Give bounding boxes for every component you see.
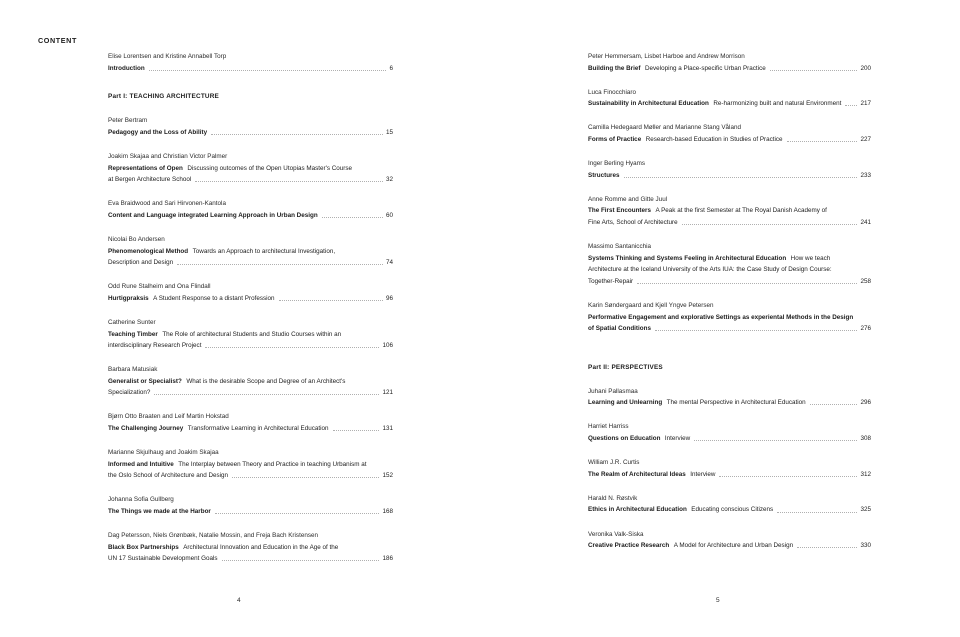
entry-authors: Eva Braidwood and Sari Hirvonen-Kantola	[108, 200, 226, 208]
entry-authors: Massimo Santanicchia	[588, 243, 651, 251]
entry-authors: William J.R. Curtis	[588, 459, 640, 467]
dotted-leader	[177, 264, 383, 265]
entry-title-line	[588, 63, 871, 75]
entry-title-line	[108, 376, 393, 388]
subtitle-text: A Peak at the first Semester at The Royal Danish Academy of	[655, 207, 827, 215]
entry-title-line	[588, 323, 871, 335]
entry-authors: Bjørn Otto Braaten and Leif Martin Hokstad	[108, 413, 229, 421]
subtitle-text: A Student Response to a distant Profession	[153, 294, 275, 302]
entry-page-number: 200	[860, 64, 871, 72]
dotted-leader	[232, 477, 379, 478]
subtitle-text: Specialization?	[108, 389, 151, 397]
entry-authors: Luca Finocchiaro	[588, 88, 636, 96]
entry-page-number: 131	[382, 425, 393, 433]
subtitle-text: the Oslo School of Architecture and Design	[108, 472, 229, 480]
entry-title-line	[108, 257, 393, 269]
entry-title-line	[108, 210, 393, 222]
subtitle-text: The Interplay between Theory and Practice in teaching Urbanism at	[178, 460, 367, 468]
entry-page-number: 325	[860, 506, 871, 514]
entry-authors: Marianne Skjulhaug and Joakim Skajaa	[108, 449, 219, 457]
entry-title-line	[588, 205, 871, 217]
entry-title-line	[108, 506, 393, 518]
toc-entry	[108, 151, 393, 186]
entry-page-number: 308	[860, 435, 871, 443]
toc-entry	[108, 494, 393, 517]
dotted-leader	[279, 300, 383, 301]
entry-page-number: 233	[860, 171, 871, 179]
subtitle-text: Interview	[690, 470, 716, 478]
entry-title-line	[108, 470, 393, 482]
dotted-leader	[797, 547, 857, 548]
title-text: Sustainability in Architectural Education	[588, 100, 709, 108]
title-text: Forms of Practice	[588, 135, 642, 143]
page-number-left: 4	[237, 597, 241, 604]
toc-entry	[108, 234, 393, 269]
entry-authors: Joakim Skajaa and Christian Victor Palmer	[108, 152, 228, 160]
toc-entry	[588, 241, 871, 287]
entry-title-line	[108, 340, 393, 352]
toc-entry	[108, 198, 393, 221]
entry-page-number: 217	[860, 100, 871, 108]
entry-page-number: 15	[385, 128, 393, 136]
entry-title-line	[108, 127, 393, 139]
dotted-leader	[211, 134, 383, 135]
subtitle-text: Developing a Place-specific Urban Practice	[644, 64, 766, 72]
dotted-leader	[845, 105, 857, 106]
subtitle-text: The Role of architectural Students and Studio Courses within an	[162, 330, 342, 338]
toc-entry	[588, 421, 871, 444]
entry-page-number: 330	[860, 542, 871, 550]
entry-title-line	[588, 433, 871, 445]
entry-authors: Anne Romme and Gitte Juul	[588, 195, 668, 203]
toc-entry	[588, 122, 871, 145]
subtitle-text: at Bergen Architecture School	[108, 176, 192, 184]
dotted-leader	[222, 560, 380, 561]
entry-authors: Odd Rune Stalheim and Ona Flindall	[108, 283, 211, 291]
entry-title-line	[108, 174, 393, 186]
title-text: Learning and Unlearning	[588, 399, 663, 407]
entry-title-line	[588, 504, 871, 516]
title-text: Phenomenological Method	[108, 247, 189, 255]
toc-entry	[588, 529, 871, 552]
subtitle-text: The mental Perspective in Architectural Education	[666, 399, 806, 407]
entry-page-number: 276	[860, 325, 871, 333]
entry-authors: Harald N. Røstvik	[588, 494, 638, 502]
dotted-leader	[694, 440, 857, 441]
title-text: Generalist or Specialist?	[108, 377, 182, 385]
subtitle-text: Towards an Approach to architectural Investigation,	[192, 247, 336, 255]
toc-entry	[108, 317, 393, 352]
toc-entry	[108, 51, 393, 74]
title-text: Ethics in Architectural Education	[588, 506, 687, 514]
entry-title-line	[108, 459, 393, 471]
entry-page-number: 152	[382, 472, 393, 480]
subtitle-text: A Model for Architecture and Urban Design	[673, 542, 794, 550]
subtitle-text: Together-Repair	[588, 277, 634, 285]
toc-entry	[588, 51, 871, 74]
title-text: Systems Thinking and Systems Feeling in Architectural Education	[588, 254, 787, 262]
subtitle-text: Transformative Learning in Architectural Education	[187, 425, 329, 433]
subtitle-text: Discussing outcomes of the Open Utopias Master's Course	[187, 164, 353, 172]
entry-title-line	[588, 170, 871, 182]
title-text: Pedagogy and the Loss of Ability	[108, 128, 208, 136]
dotted-leader	[333, 430, 380, 431]
entry-page-number: 186	[382, 555, 393, 563]
dotted-leader	[149, 70, 387, 71]
toc-left-page-column	[108, 51, 393, 577]
title-text: Creative Practice Research	[588, 542, 670, 550]
title-text: The Challenging Journey	[108, 425, 184, 433]
title-text: The Things we made at the Harbor	[108, 508, 211, 516]
entry-authors: Veronika Valk-Siska	[588, 530, 644, 538]
title-text: Black Box Partnerships	[108, 543, 179, 551]
entry-authors: Nicolai Bo Andersen	[108, 235, 165, 243]
title-text: The First Encounters	[588, 207, 651, 215]
dotted-leader	[777, 512, 857, 513]
entry-authors: Elise Lorentsen and Kristine Annabell Torp	[108, 53, 227, 60]
page-number-right: 5	[716, 597, 720, 604]
toc-entry	[108, 411, 393, 434]
dotted-leader	[195, 181, 383, 182]
entry-title-line	[588, 312, 871, 324]
entry-title-line	[108, 163, 393, 175]
toc-entry	[588, 457, 871, 480]
entry-title-line	[108, 246, 393, 258]
entry-title-line	[588, 264, 871, 276]
toc-entry	[108, 447, 393, 482]
entry-title-line	[588, 540, 871, 552]
entry-authors: Peter Bertram	[108, 117, 148, 125]
part-heading: Part II: PERSPECTIVES	[588, 363, 663, 371]
entry-title-line	[588, 134, 871, 146]
subtitle-text: Research-based Education in Studies of Practice	[645, 135, 783, 143]
toc-entry	[588, 158, 871, 181]
dotted-leader	[322, 217, 383, 218]
title-text: Introduction	[108, 64, 145, 72]
entry-title-line	[108, 293, 393, 305]
title-text: Informed and Intuitive	[108, 460, 174, 468]
dotted-leader	[770, 70, 858, 71]
entry-title-line	[588, 217, 871, 229]
entry-page-number: 74	[385, 259, 393, 267]
entry-title-line	[588, 397, 871, 409]
entry-title-line	[108, 542, 393, 554]
dotted-leader	[215, 513, 380, 514]
entry-authors: Inger Berling Hyams	[588, 160, 646, 168]
dotted-leader	[810, 404, 858, 405]
toc-entry	[588, 493, 871, 516]
entry-authors: Camilla Hedegaard Møller and Marianne Stang Våland	[588, 124, 741, 132]
title-text: Content and Language integrated Learning Approach in Urban Design	[108, 211, 318, 219]
entry-authors: Harriet Harriss	[588, 423, 629, 431]
title-text: Building the Brief	[588, 64, 641, 72]
title-text: Hurtigpraksis	[108, 294, 149, 302]
subtitle-text: interdisciplinary Research Project	[108, 342, 202, 350]
part-heading: Part I: TEACHING ARCHITECTURE	[108, 93, 220, 101]
dotted-leader	[154, 394, 379, 395]
subtitle-text: Educating conscious Citizens	[691, 506, 774, 514]
toc-entry	[588, 386, 871, 409]
dotted-leader	[655, 330, 858, 331]
dotted-leader	[787, 141, 858, 142]
toc-entry	[108, 364, 393, 399]
toc-entry	[588, 300, 871, 335]
entry-authors: Juhani Pallasmaa	[588, 387, 638, 395]
entry-authors: Karin Søndergaard and Kjell Yngve Petersen	[588, 301, 714, 309]
subtitle-text: Fine Arts, School of Architecture	[588, 218, 678, 226]
dotted-leader	[682, 224, 858, 225]
dotted-leader	[205, 347, 379, 348]
entry-page-number: 6	[389, 64, 393, 72]
subtitle-text: What is the desirable Scope and Degree of an Architect's	[186, 377, 346, 385]
title-text: Structures	[588, 171, 620, 179]
entry-title-line	[108, 63, 393, 75]
dotted-leader	[624, 177, 858, 178]
entry-title-line	[588, 276, 871, 288]
entry-title-line	[588, 98, 871, 110]
title-text: of Spatial Conditions	[588, 325, 651, 333]
title-text: The Realm of Architectural Ideas	[588, 470, 686, 478]
entry-authors: Johanna Sofia Gullberg	[108, 496, 174, 504]
entry-authors: Barbara Matusiak	[108, 366, 158, 374]
title-text: Teaching Timber	[108, 330, 158, 338]
subtitle-text: UN 17 Sustainable Development Goals	[108, 555, 218, 563]
subtitle-text: How we teach	[790, 254, 831, 262]
entry-title-line	[108, 423, 393, 435]
entry-title-line	[588, 469, 871, 481]
toc-entry	[108, 530, 393, 565]
entry-title-line	[108, 387, 393, 399]
entry-authors: Peter Hemmersam, Lisbet Harboe and Andrew Morrison	[588, 53, 745, 60]
toc-entry	[108, 281, 393, 304]
entry-page-number: 106	[382, 342, 393, 350]
entry-page-number: 296	[860, 399, 871, 407]
entry-page-number: 96	[385, 294, 393, 302]
subtitle-text: Architectural Innovation and Education in the Age of the	[183, 543, 339, 551]
toc-entry	[108, 115, 393, 138]
subtitle-text: Re-harmonizing built and natural Environment	[713, 100, 842, 108]
entry-page-number: 312	[860, 470, 871, 478]
title-text: Questions on Education	[588, 435, 661, 443]
content-heading: CONTENT	[38, 36, 77, 45]
subtitle-text: Description and Design	[108, 259, 174, 267]
entry-page-number: 32	[385, 176, 393, 184]
entry-title-line	[108, 329, 393, 341]
title-text: Representations of Open	[108, 164, 183, 172]
toc-entry	[588, 87, 871, 110]
entry-page-number: 121	[382, 389, 393, 397]
entry-page-number: 241	[860, 218, 871, 226]
toc-entry	[588, 194, 871, 229]
entry-page-number: 60	[385, 211, 393, 219]
entry-title-line	[588, 253, 871, 265]
dotted-leader	[719, 476, 857, 477]
entry-page-number: 227	[860, 135, 871, 143]
subtitle-text: Architecture at the Iceland University of the Arts IUA: the Case Study of Design Course:	[588, 266, 832, 274]
dotted-leader	[637, 283, 857, 284]
entry-page-number: 168	[382, 508, 393, 516]
entry-title-line	[108, 553, 393, 565]
entry-authors: Dag Petersson, Niels Grønbæk, Natalie Mossin, and Freja Bach Kristensen	[108, 532, 318, 540]
title-text: Performative Engagement and explorative Settings as experiental Methods in the Design	[588, 313, 854, 321]
toc-right-page-column	[588, 51, 871, 564]
entry-authors: Catherine Sunter	[108, 318, 156, 326]
entry-page-number: 258	[860, 277, 871, 285]
subtitle-text: Interview	[664, 435, 691, 443]
